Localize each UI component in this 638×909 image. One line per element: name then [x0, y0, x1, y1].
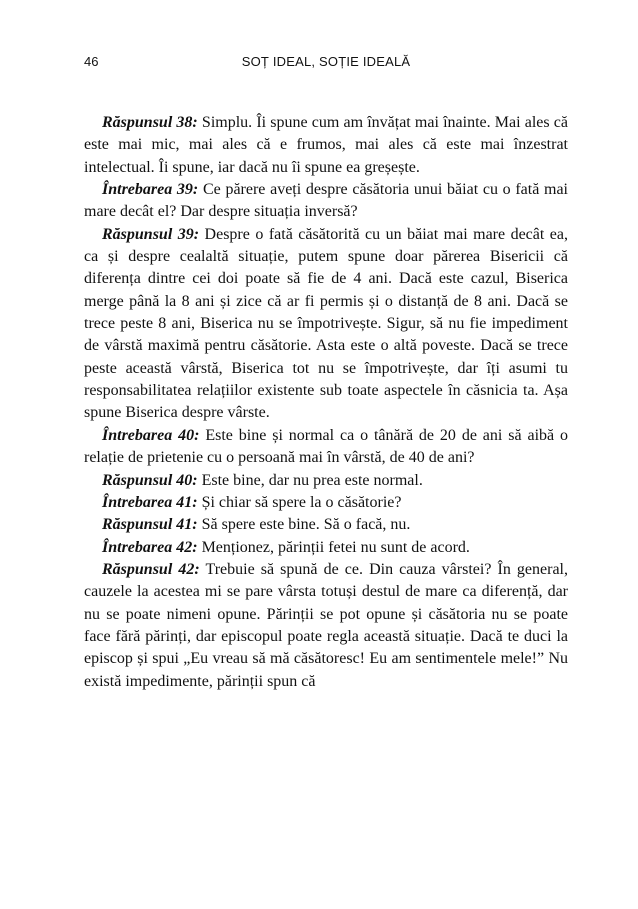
paragraph-label: Răspunsul 38: [102, 114, 198, 131]
paragraph-text: Simplu. Îi spune cum am învățat mai înainte. Mai ales că este mai mic, mai ales că e frumos, mai ales că este mai înzestrat intelectual. Îi spune, iar dacă nu îi spune ea greșește. [84, 114, 568, 176]
page-header [84, 52, 568, 72]
page-number: 46 [84, 54, 99, 69]
paragraph-text: Menționez, părinții fetei nu sunt de acord. [197, 538, 470, 556]
paragraph-label: Întrebarea 42: [102, 538, 198, 556]
paragraph-text: Și chiar să spere la o căsătorie? [197, 493, 402, 511]
paragraph-question-42 [84, 537, 568, 559]
paragraph-label: Întrebarea 39: [102, 181, 199, 199]
running-title: SOȚ IDEAL, SOȚIE IDEALĂ [241, 54, 411, 69]
paragraph-answer-40 [84, 470, 568, 492]
paragraph-question-39 [84, 179, 568, 224]
paragraph-text: Este bine și normal ca o tânără de 20 de ani să aibă o relație de prietenie cu o persoană mai în vârstă, de 40 de ani? [84, 426, 569, 467]
paragraph-text: Trebuie să spună de ce. Din cauza vârstei? În general, cauzele la acestea mi se pare vârsta totuși destul de mare ca diferență, dar nu se poate nimeni opune. Părinții se pot opune și căsătoria nu se poate face fără părinți, dar episcopul poate regla această situație. Dacă te duci la episcop și spui „Eu vreau să mă căsătoresc! Eu am sentimentele mele!” Nu există impedimente, părinții spun că [84, 560, 569, 690]
paragraph-text: Despre o fată căsătorită cu un băiat mai mare decât ea, ca și despre cealaltă situație, putem spune doar părerea Bisericii că diferența dintre cei doi poate să fie de 4 ani. Dacă este cazul, Biserica merge până la 8 ani și zice că ar fi permis și o distanță de 8 ani. Dacă se trece peste 8 ani, Biserica nu se împotrivește. Sigur, să nu fie impediment de vârstă maximă pentru căsătorie. Asta este o altă poveste. Dacă se trece peste această vârstă, Biserica tot nu se împotrivește, dar îți asumi tu responsabilitatea relațiilor existente sub toate aspectele în căsnicia ta. Așa spune Biserica despre vârste. [84, 225, 569, 422]
paragraph-label: Răspunsul 42: [102, 560, 200, 578]
paragraph-label: Întrebarea 41: [102, 493, 198, 511]
paragraph-question-41 [84, 492, 568, 514]
paragraph-answer-41 [84, 514, 568, 536]
paragraph-text: Este bine, dar nu prea este normal. [197, 471, 423, 489]
paragraph-label: Răspunsul 41: [102, 516, 198, 534]
paragraph-answer-39 [84, 224, 568, 425]
paragraph-text: Ce părere aveți despre căsătoria unui băiat cu o fată mai mare decât el? Dar despre situația inversă? [84, 181, 569, 221]
paragraph-label: Răspunsul 40: [102, 471, 198, 489]
page-body [84, 112, 568, 693]
paragraph-label: Întrebarea 40: [102, 426, 200, 444]
paragraph-label: Răspunsul 39: [102, 225, 200, 243]
paragraph-answer-42 [84, 559, 568, 693]
paragraph-answer-38 [84, 112, 568, 179]
paragraph-question-40 [84, 425, 568, 470]
paragraph-text: Să spere este bine. Să o facă, nu. [197, 516, 411, 534]
